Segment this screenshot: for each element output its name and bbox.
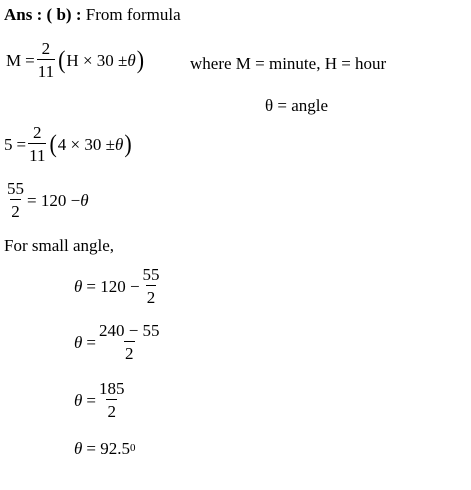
formula-lhs: M (6, 50, 22, 70)
step1-equals: = (16, 134, 27, 154)
step1-body: 4 × 30 ± (57, 134, 115, 154)
step5-equals: = (86, 390, 96, 410)
step-5 (74, 380, 127, 420)
step2-denominator: 2 (10, 199, 21, 220)
formula-equals: = (25, 50, 35, 70)
step-3 (74, 266, 163, 306)
step2-rhs: = 120 − (27, 190, 81, 210)
step1-denominator: 11 (28, 143, 46, 164)
step4-numerator: 240 − 55 (98, 321, 160, 340)
option-colon: : (71, 5, 86, 24)
step6-theta: θ (74, 439, 83, 458)
step1-open-paren: ( (49, 129, 57, 158)
step3-fraction (142, 266, 161, 306)
step4-fraction (98, 322, 161, 362)
step3-theta: θ (74, 276, 83, 296)
step6-rhs: = 92.5 (86, 439, 130, 458)
theta-definition: θ = angle (265, 96, 329, 115)
step5-theta: θ (74, 390, 83, 410)
step-2 (4, 180, 89, 220)
formula-denominator: 11 (37, 59, 55, 80)
formula-fraction (37, 40, 55, 80)
step-6 (74, 440, 135, 457)
formula-theta: θ (127, 50, 136, 70)
step1-close-paren: ) (124, 129, 132, 158)
formula-open-paren: ( (58, 45, 66, 74)
ans-colon: : (32, 5, 47, 24)
step1-numerator: 2 (33, 123, 42, 142)
step-1 (4, 124, 133, 164)
formula-body: H × 30 ± (66, 50, 128, 70)
step2-fraction (6, 180, 25, 220)
step3-rhs: = 120 − (86, 276, 140, 296)
step3-denominator: 2 (146, 285, 157, 306)
ans-label: Ans (4, 5, 33, 24)
step4-equals: = (86, 332, 96, 352)
step4-theta: θ (74, 332, 83, 352)
step5-denominator: 2 (106, 399, 117, 420)
small-angle-text: For small angle, (4, 236, 115, 255)
step5-numerator: 185 (98, 379, 125, 398)
step3-numerator: 55 (142, 265, 160, 284)
step1-theta: θ (114, 134, 124, 154)
formula-numerator: 2 (41, 39, 51, 58)
degree-superscript: 0 (129, 442, 136, 454)
step1-fraction (28, 124, 46, 164)
answer-header (4, 6, 181, 23)
step-4 (74, 322, 163, 362)
step5-fraction (98, 380, 126, 420)
step1-lhs: 5 (4, 134, 13, 154)
formula-where: where M = minute, H = hour (190, 54, 387, 73)
formula-close-paren: ) (136, 45, 145, 74)
step2-numerator: 55 (7, 179, 24, 198)
header-text: From formula (85, 5, 181, 24)
step2-theta: θ (80, 190, 89, 210)
main-formula (6, 40, 145, 80)
step4-denominator: 2 (124, 341, 135, 362)
answer-option: ( b) (46, 5, 72, 24)
